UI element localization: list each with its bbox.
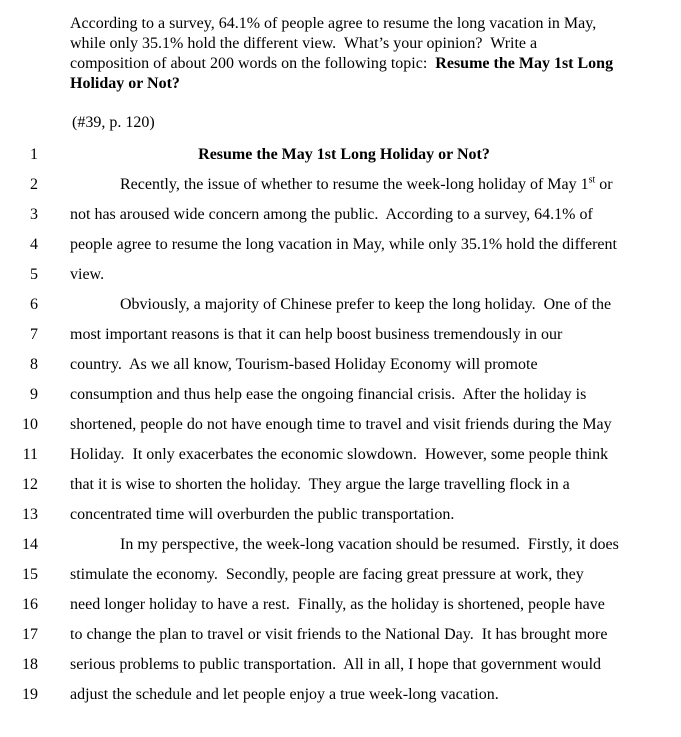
line-number: 8: [30, 356, 38, 373]
line-number: 14: [22, 536, 38, 553]
prompt-topic-bold: Holiday or Not?: [70, 75, 180, 92]
line-number: 13: [22, 506, 38, 523]
prompt-line: [70, 54, 670, 74]
essay-line-text: Recently, the issue of whether to resume the week-long holiday of May 1st or: [120, 174, 613, 193]
line-number: 11: [22, 446, 38, 463]
essay-line-row: [0, 560, 681, 590]
line-number: 6: [30, 296, 38, 313]
essay-line-text: Holiday. It only exacerbates the economic slowdown. However, some people think: [70, 446, 609, 463]
line-number: 18: [22, 656, 38, 673]
essay-line-text: not has aroused wide concern among the public. According to a survey, 64.1% of: [70, 206, 593, 223]
essay-line-text: Obviously, a majority of Chinese prefer to keep the long holiday. One of the: [120, 296, 612, 313]
essay-line-row: [0, 410, 681, 440]
line-number: 17: [22, 626, 38, 643]
prompt-line: [70, 74, 670, 94]
superscript-ordinal: st: [588, 174, 596, 186]
essay-line-row: [0, 350, 681, 380]
essay-line-row: [0, 290, 681, 320]
essay-line-row: [0, 650, 681, 680]
line-number: 3: [30, 206, 38, 223]
line-number: 10: [22, 416, 38, 433]
essay-line-text: serious problems to public transportation. All in all, I hope that government would: [70, 656, 602, 673]
prompt-line: [70, 34, 670, 54]
line-number: 16: [22, 596, 38, 613]
line-number: 9: [30, 386, 38, 403]
essay-line-row: [0, 500, 681, 530]
essay-line-row: [0, 380, 681, 410]
source-reference: (#39, p. 120): [72, 114, 155, 131]
essay-line-text: consumption and thus help ease the ongoing financial crisis. After the holiday is: [70, 386, 587, 403]
essay-line-text: to change the plan to travel or visit friends to the National Day. It has brought more: [70, 626, 608, 643]
line-number: 7: [30, 326, 38, 343]
essay-title: Resume the May 1st Long Holiday or Not?: [198, 146, 490, 163]
prompt-text: According to a survey, 64.1% of people agree to resume the long vacation in May,: [70, 15, 597, 32]
essay-line-row: [0, 170, 681, 200]
prompt-line: [70, 14, 670, 34]
essay-line-text: view.: [70, 266, 105, 283]
essay-line-row: [0, 230, 681, 260]
line-number: 12: [22, 476, 38, 493]
essay-line-text: country. As we all know, Tourism-based Holiday Economy will promote: [70, 356, 538, 373]
essay-line-row: [0, 440, 681, 470]
line-number: 1: [30, 146, 38, 163]
essay-line-row: [0, 620, 681, 650]
prompt-text: while only 35.1% hold the different view. What’s your opinion? Write a: [70, 35, 538, 52]
essay-line-text: most important reasons is that it can help boost business tremendously in our: [70, 326, 563, 343]
line-number: 15: [22, 566, 38, 583]
essay-body: [0, 140, 681, 710]
essay-line-text: stimulate the economy. Secondly, people are facing great pressure at work, they: [70, 566, 584, 583]
essay-line-row: [0, 470, 681, 500]
line-number: 19: [22, 686, 38, 703]
essay-line-row: [0, 140, 681, 170]
essay-line-text: that it is wise to shorten the holiday. They argue the large travelling flock in a: [70, 476, 570, 493]
essay-line-row: [0, 200, 681, 230]
essay-line-text: concentrated time will overburden the public transportation.: [70, 506, 455, 523]
essay-line-text: shortened, people do not have enough time to travel and visit friends during the May: [70, 416, 612, 433]
line-number: 5: [30, 266, 38, 283]
line-number: 4: [30, 236, 38, 253]
prompt-text: composition of about 200 words on the following topic:: [70, 55, 436, 72]
essay-line-text: people agree to resume the long vacation in May, while only 35.1% hold the different: [70, 236, 617, 253]
essay-line-row: [0, 530, 681, 560]
essay-line-row: [0, 680, 681, 710]
essay-line-row: [0, 320, 681, 350]
line-number: 2: [30, 176, 38, 193]
essay-line-text: In my perspective, the week-long vacation should be resumed. Firstly, it does: [120, 536, 619, 553]
prompt-block: [70, 14, 670, 94]
prompt-topic-bold: Resume the May 1st Long: [435, 55, 614, 72]
essay-line-text: adjust the schedule and let people enjoy a true week-long vacation.: [70, 686, 499, 703]
essay-line-row: [0, 590, 681, 620]
essay-line-row: [0, 260, 681, 290]
essay-line-text: need longer holiday to have a rest. Finally, as the holiday is shortened, people have: [70, 596, 605, 613]
